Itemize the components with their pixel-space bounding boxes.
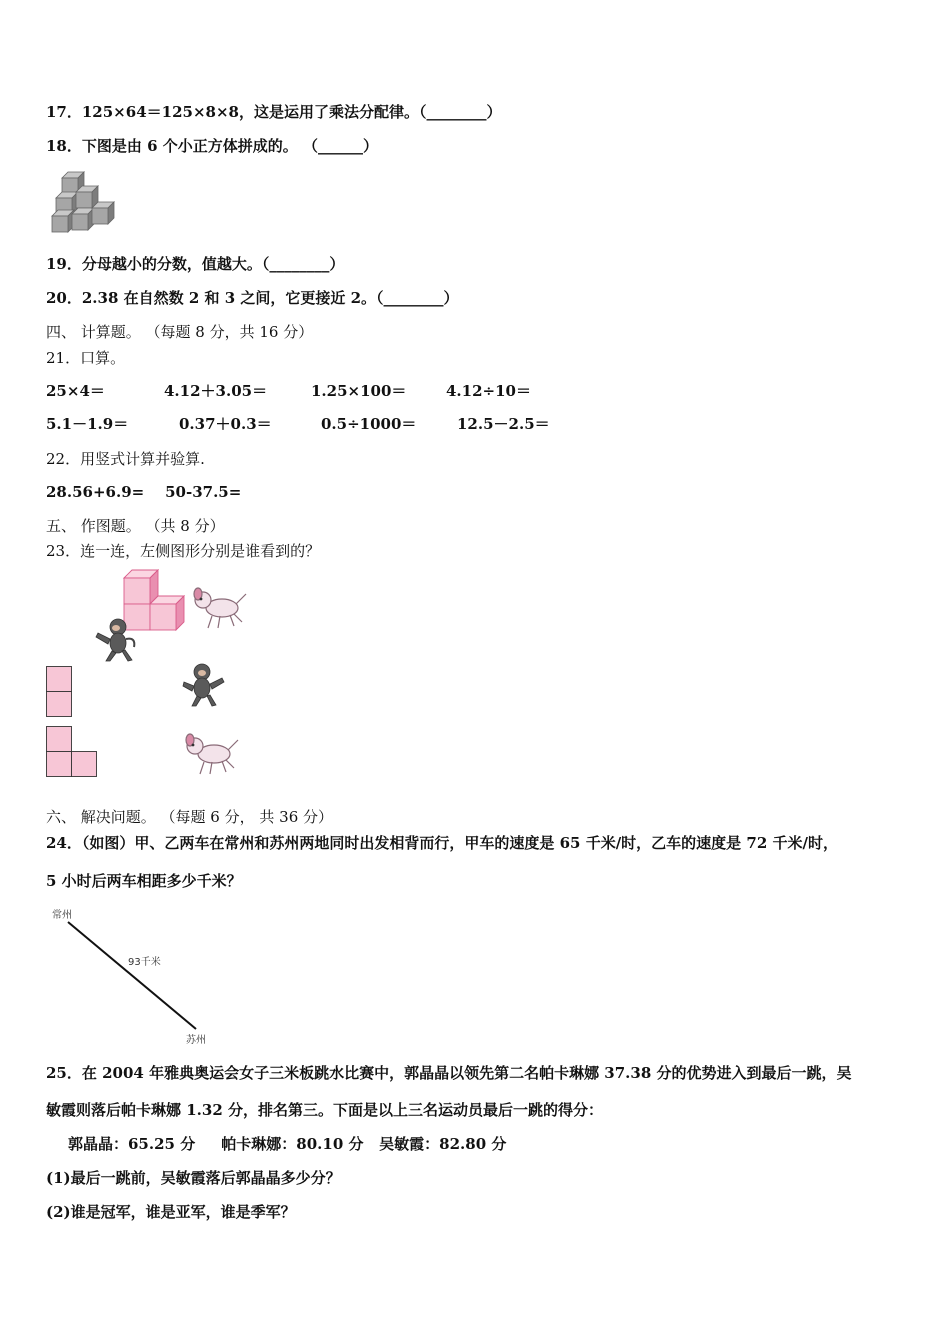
oral-calc-item: 5.1－1.9＝ xyxy=(46,415,129,433)
question-25-sub2: (2)谁是冠军，谁是亚军，谁是季军？ xyxy=(46,1203,296,1221)
question-24-line1: 24．（如图）甲、乙两车在常州和苏州两地同时出发相背而行，甲车的速度是 65 千米/时，乙车的速度是 72 千米/时， xyxy=(46,834,838,852)
cube-stack-figure xyxy=(50,170,120,235)
l-shape-view xyxy=(46,726,99,778)
oral-calc-item: 4.12÷10＝ xyxy=(446,382,531,400)
oral-calc-item: 1.25×100＝ xyxy=(311,382,407,400)
section-5-heading: 五、 作图题。 （共 8 分） xyxy=(46,517,225,535)
question-18: 18．下图是由 6 个小正方体拼成的。 （______） xyxy=(46,137,378,155)
question-24-line2: 5 小时后两车相距多少千米？ xyxy=(46,872,242,890)
question-21-title: 21．口算。 xyxy=(46,349,126,367)
question-25-line1: 25．在 2004 年雅典奥运会女子三米板跳水比赛中，郭晶晶以领先第二名帕卡琳娜 37.38 分的优势进入到最后一跳，吴 xyxy=(46,1064,852,1082)
question-25-sub1: (1)最后一跳前，吴敏霞落后郭晶晶多少分？ xyxy=(46,1169,341,1187)
dog-icon xyxy=(190,586,250,631)
question-19: 19．分母越小的分数，值越大。（________） xyxy=(46,255,345,273)
question-22-title: 22．用竖式计算并验算. xyxy=(46,450,205,468)
two-squares-view xyxy=(46,666,73,718)
oral-calc-item: 4.12＋3.05＝ xyxy=(164,382,268,400)
question-23-title: 23．连一连，左侧图形分别是谁看到的？ xyxy=(46,542,321,560)
section-4-heading: 四、 计算题。 （每题 8 分，共 16 分） xyxy=(46,323,314,341)
question-25-line2: 敏霞则落后帕卡琳娜 1.32 分，排名第三。下面是以上三名运动员最后一跳的得分： xyxy=(46,1101,603,1119)
oral-calc-item: 25×4＝ xyxy=(46,382,105,400)
question-25-scores: 郭晶晶：65.25 分 帕卡琳娜：80.10 分 吴敏霞：82.80 分 xyxy=(68,1135,507,1153)
city-label-suzhou: 苏州 xyxy=(186,1035,206,1046)
dog-icon xyxy=(182,732,242,777)
city-label-changzhou: 常州 xyxy=(52,910,72,921)
monkey-icon xyxy=(180,662,225,707)
monkey-icon xyxy=(94,617,139,662)
question-22-expressions: 28.56+6.9= 50-37.5= xyxy=(46,483,242,501)
oral-calc-item: 0.37＋0.3＝ xyxy=(179,415,272,433)
oral-calc-item: 0.5÷1000＝ xyxy=(321,415,417,433)
distance-diagram xyxy=(50,906,230,1046)
oral-calc-item: 12.5－2.5＝ xyxy=(457,415,550,433)
distance-label: 93千米 xyxy=(128,957,161,968)
question-17: 17．125×64＝125×8×8，这是运用了乘法分配律。（________） xyxy=(46,103,502,121)
section-6-heading: 六、 解决问题。 （每题 6 分， 共 36 分） xyxy=(46,808,334,826)
question-20: 20．2.38 在自然数 2 和 3 之间，它更接近 2。（________） xyxy=(46,289,459,307)
